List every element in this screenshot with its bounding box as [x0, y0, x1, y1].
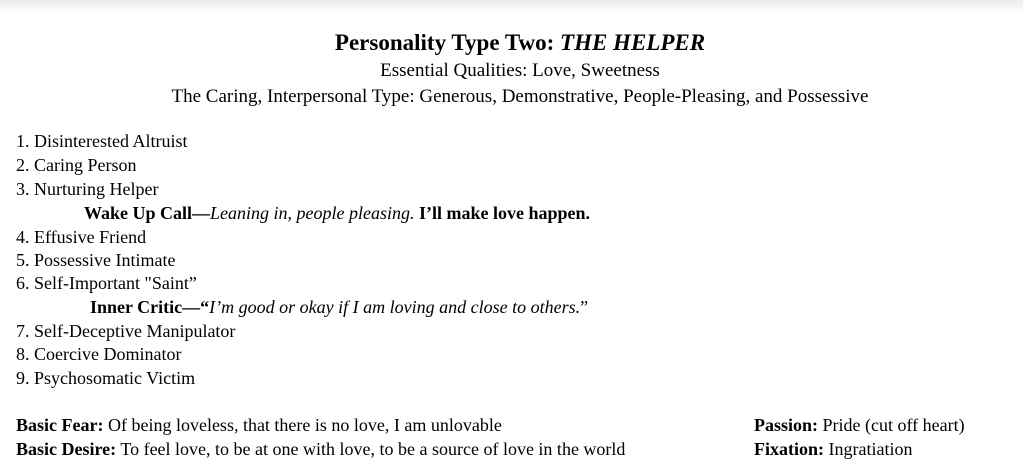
level-item: 1. Disinterested Altruist	[16, 131, 188, 151]
wake-up-call-label: Wake Up Call	[84, 203, 193, 223]
title-type-name: THE HELPER	[560, 30, 706, 55]
level-item: 4. Effusive Friend	[16, 227, 147, 247]
level-item: 3. Nurturing Helper	[16, 179, 159, 199]
level-item: 7. Self-Deceptive Manipulator	[16, 321, 236, 341]
basic-desire-text: To feel love, to be at one with love, to be a source of love in the world	[116, 439, 626, 459]
wake-up-call	[84, 203, 590, 224]
level-item: 9. Psychosomatic Victim	[16, 368, 196, 388]
inner-critic-label: Inner Critic—“	[90, 297, 210, 317]
passion	[754, 415, 965, 436]
wake-up-call-dash: —	[192, 203, 211, 223]
inner-critic-text: I’m good or okay if I am loving and close to others.	[209, 297, 581, 317]
fixation-text: Ingratiation	[824, 439, 913, 459]
level-item: 5. Possessive Intimate	[16, 250, 176, 270]
basic-desire	[16, 439, 625, 460]
type-description: The Caring, Interpersonal Type: Generous, Demonstrative, People-Pleasing, and Possessive	[171, 86, 869, 107]
title-prefix: Personality Type Two:	[334, 30, 561, 55]
passion-label: Passion:	[754, 415, 819, 435]
inner-critic	[90, 297, 588, 318]
level-item: 8. Coercive Dominator	[16, 344, 182, 364]
fixation-label: Fixation:	[754, 439, 824, 459]
basic-fear	[16, 415, 502, 436]
wake-up-call-text: Leaning in, people pleasing.	[210, 203, 415, 223]
viewer-top-shadow	[0, 0, 1023, 14]
fixation	[754, 439, 912, 460]
level-item: 6. Self-Important "Saint”	[16, 273, 197, 293]
inner-critic-close-quote: ”	[580, 297, 589, 317]
basic-fear-label: Basic Fear:	[16, 415, 104, 435]
essential-qualities: Essential Qualities: Love, Sweetness	[380, 60, 660, 81]
passion-text: Pride (cut off heart)	[818, 415, 965, 435]
wake-up-call-emphasis: I’ll make love happen.	[419, 203, 591, 223]
page-title	[0, 30, 1023, 56]
basic-fear-text: Of being loveless, that there is no love, I am unlovable	[103, 415, 502, 435]
level-item: 2. Caring Person	[16, 155, 137, 175]
basic-desire-label: Basic Desire:	[16, 439, 117, 459]
